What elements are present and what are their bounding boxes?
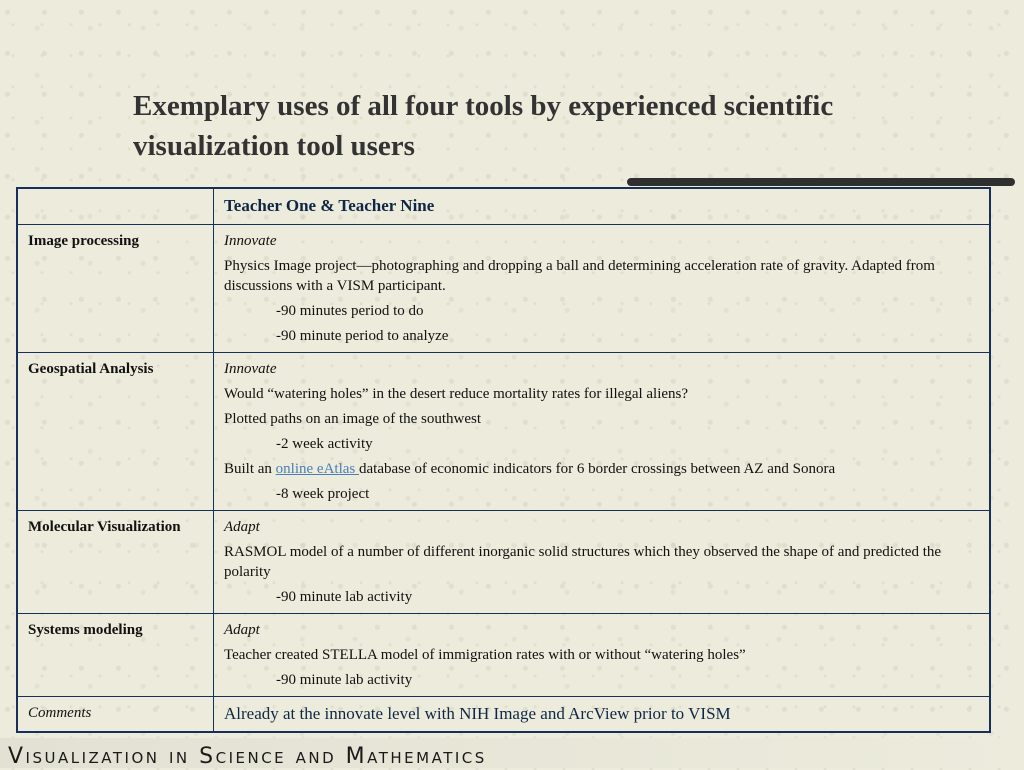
table-row bbox=[17, 353, 990, 511]
comments-row bbox=[17, 697, 990, 733]
title-underline bbox=[627, 178, 1015, 186]
comments-label: Comments bbox=[17, 697, 214, 733]
tool-name-geospatial-analysis: Geospatial Analysis bbox=[17, 353, 214, 511]
table-row bbox=[17, 225, 990, 353]
header-corner-cell bbox=[17, 188, 214, 225]
header-teachers-cell bbox=[214, 188, 991, 225]
eatlas-suffix: database of economic indicators for 6 border crossings between AZ and Sonora bbox=[359, 461, 836, 477]
tool-use-cell bbox=[214, 511, 991, 614]
duration-line: -2 week activity bbox=[276, 436, 373, 452]
use-description: Teacher created STELLA model of immigration rates with or without “watering holes” bbox=[224, 647, 746, 663]
table-row bbox=[17, 511, 990, 614]
tool-name-molecular-visualization: Molecular Visualization bbox=[17, 511, 214, 614]
tool-uses-table bbox=[16, 187, 991, 733]
tool-use-cell bbox=[214, 225, 991, 353]
duration-line: -90 minute lab activity bbox=[276, 589, 413, 605]
slide-title: Exemplary uses of all four tools by experienced scientific visualization tool users bbox=[133, 90, 834, 162]
table-header-row bbox=[17, 188, 990, 225]
use-description: Would “watering holes” in the desert reduce mortality rates for illegal aliens? bbox=[224, 386, 689, 402]
table-row bbox=[17, 614, 990, 697]
level-label: Adapt bbox=[224, 622, 260, 638]
tool-name-systems-modeling: Systems modeling bbox=[17, 614, 214, 697]
duration-line: -90 minute lab activity bbox=[276, 672, 413, 688]
tool-use-cell bbox=[214, 353, 991, 511]
footer-brand: Visualization in Science and Mathematics bbox=[8, 744, 487, 769]
comments-cell bbox=[214, 697, 991, 733]
duration-line: -90 minutes period to do bbox=[276, 303, 424, 319]
teachers-column-header: Teacher One & Teacher Nine bbox=[224, 196, 435, 215]
tool-name-image-processing: Image processing bbox=[17, 225, 214, 353]
use-description: Physics Image project—photographing and dropping a ball and determining acceleration rate of gravity. Adapted from discussions with a VISM participant. bbox=[224, 258, 935, 294]
level-label: Innovate bbox=[224, 233, 277, 249]
level-label: Adapt bbox=[224, 519, 260, 535]
use-description: Plotted paths on an image of the southwest bbox=[224, 411, 482, 427]
eatlas-prefix: Built an bbox=[224, 461, 276, 477]
tool-use-cell bbox=[214, 614, 991, 697]
duration-line: -8 week project bbox=[276, 486, 370, 502]
eatlas-description bbox=[224, 459, 981, 479]
use-description: RASMOL model of a number of different inorganic solid structures which they observed the shape of and predicted the polarity bbox=[224, 544, 942, 580]
comments-text: Already at the innovate level with NIH Image and ArcView prior to VISM bbox=[224, 704, 731, 723]
online-eatlas-link[interactable]: online eAtlas bbox=[275, 461, 359, 477]
level-label: Innovate bbox=[224, 361, 277, 377]
duration-line: -90 minute period to analyze bbox=[276, 328, 449, 344]
